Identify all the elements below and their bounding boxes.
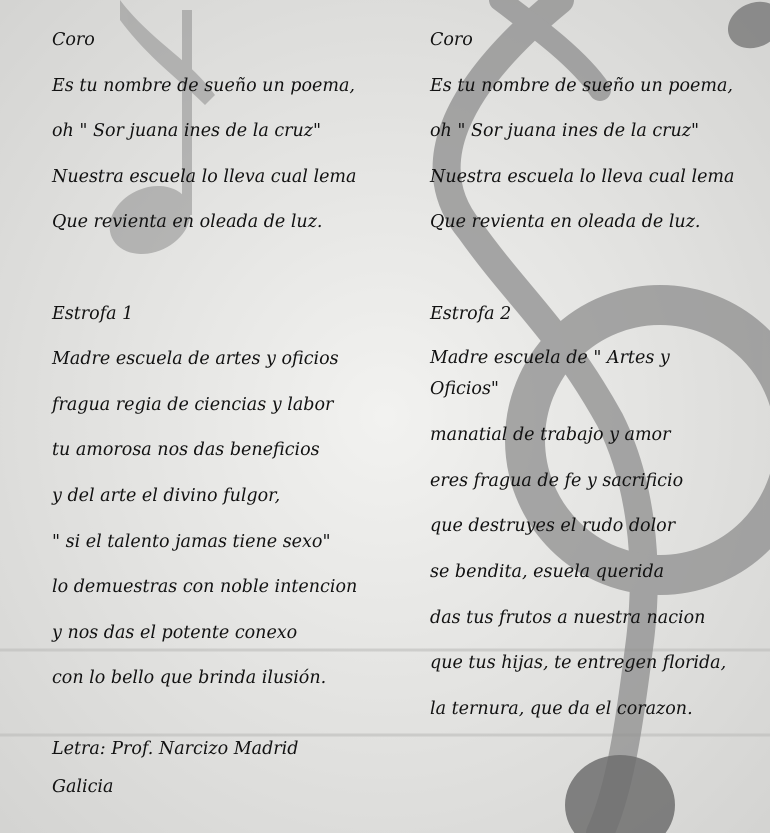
right-column xyxy=(430,24,735,738)
verse-line: Madre escuela de artes y oficios xyxy=(52,349,339,370)
left-column xyxy=(52,24,372,806)
chorus-line: Nuestra escuela lo lleva cual lema xyxy=(430,166,735,187)
lyrics-credit: Letra: Prof. Narcizo Madrid Galicia xyxy=(52,738,299,797)
verse-line: que destruyes el rudo dolor xyxy=(430,516,676,537)
verse-heading: Estrofa 2 xyxy=(430,303,512,324)
chorus-line: Que revienta en oleada de luz. xyxy=(430,212,701,233)
chorus-line: oh " Sor juana ines de la cruz" xyxy=(52,121,322,142)
verse-line: manatial de trabajo y amor xyxy=(430,425,671,446)
chorus-line: Es tu nombre de sueño un poema, xyxy=(52,75,355,96)
verse-line: fragua regia de ciencias y labor xyxy=(52,394,334,415)
verse-line: lo demuestras con noble intencion xyxy=(52,577,358,598)
verse-heading: Estrofa 1 xyxy=(52,303,134,324)
verse-line: y nos das el potente conexo xyxy=(52,622,298,643)
chorus-line: Nuestra escuela lo lleva cual lema xyxy=(52,166,357,187)
verse-line: Madre escuela de " Artes y Oficios" xyxy=(430,348,670,400)
chorus-line: Es tu nombre de sueño un poema, xyxy=(430,75,733,96)
verse-line: y del arte el divino fulgor, xyxy=(52,485,281,506)
verse-line: tu amorosa nos das beneficios xyxy=(52,440,320,461)
chorus-line: oh " Sor juana ines de la cruz" xyxy=(430,121,700,142)
verse-line: " si el talento jamas tiene sexo" xyxy=(52,531,331,552)
verse-line: la ternura, que da el corazon. xyxy=(430,698,693,719)
verse-line: con lo bello que brinda ilusión. xyxy=(52,668,327,689)
verse-line: se bendita, esuela querida xyxy=(430,561,665,582)
verse-line: das tus frutos a nuestra nacion xyxy=(430,607,706,628)
verse-line: eres fragua de fe y sacrificio xyxy=(430,470,684,491)
verse-line: que tus hijas, te entregen florida, xyxy=(430,653,727,674)
chorus-heading: Coro xyxy=(430,30,473,50)
chorus-line: Que revienta en oleada de luz. xyxy=(52,212,323,233)
chorus-heading: Coro xyxy=(52,30,95,50)
